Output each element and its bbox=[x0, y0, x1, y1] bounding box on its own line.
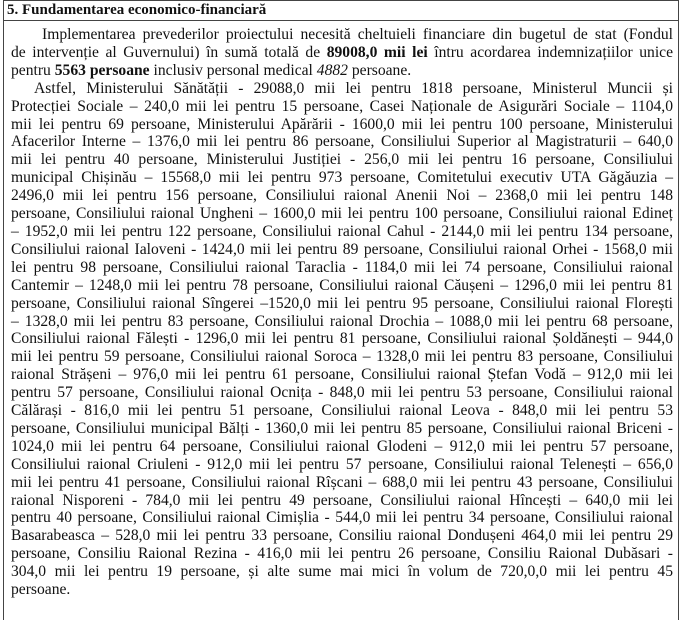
text-line bbox=[11, 133, 673, 151]
text-segment: – 1952,0 mii lei pentru 122 persoane, Consiliului raional Cahul - 2144,0 mii lei pentru 134 persoane, bbox=[11, 222, 673, 240]
text-line bbox=[11, 366, 673, 384]
text-line bbox=[11, 80, 673, 98]
text-segment: de intervenție al Guvernului) în sumă totală de bbox=[11, 43, 327, 61]
text-line bbox=[11, 26, 673, 44]
text-segment: mii lei pentru 59 persoane, Consiliului raional Soroca – 1328,0 mii lei pentru 83 persoane, Consiliului bbox=[11, 348, 673, 366]
text-segment: pentru 57 persoane, Consiliului raional Ocnița - 848,0 mii lei pentru 53 persoane, Consiliului raional bbox=[11, 384, 673, 402]
text-segment: întru acordarea indemnizațiilor unice bbox=[427, 43, 673, 61]
text-segment: 304,0 mii lei pentru 19 persoane, și alte sume mai mici în volum de 720,0,0 mii lei pentru 45 bbox=[11, 563, 673, 581]
text-line bbox=[11, 474, 673, 492]
text-line bbox=[11, 44, 673, 62]
section-title: 5. Fundamentarea economico-financiară bbox=[4, 0, 678, 21]
section-body bbox=[4, 21, 678, 599]
text-segment: Implementarea prevederilor proiectului necesită cheltuieli financiare din bugetul de stat (Fondul bbox=[42, 26, 673, 43]
text-line bbox=[11, 151, 673, 169]
text-line bbox=[11, 348, 673, 366]
text-segment: persoane, Consiliului raional Sîngerei –1520,0 mii lei pentru 95 persoane, Consiliului raional Florești bbox=[11, 294, 673, 312]
text-line bbox=[11, 420, 673, 438]
text-segment: raional Strășeni – 976,0 mii lei pentru 61 persoane, Consiliului raional Ștefan Vodă – 912,0 mii lei bbox=[11, 366, 673, 384]
text-segment: 1024,0 mii lei pentru 64 persoane, Consiliului raional Glodeni – 912,0 mii lei pentru 57 persoane, bbox=[11, 437, 673, 455]
text-line bbox=[11, 259, 673, 277]
text-segment: mii lei pentru 40 persoane, Ministerului Justiției - 256,0 mii lei pentru 16 persoane, Consiliului bbox=[11, 151, 673, 169]
text-segment: Protecției Sociale – 240,0 mii lei pentru 15 persoane, Casei Naționale de Asigurări Sociale – 1104,0 bbox=[11, 97, 673, 115]
text-line bbox=[11, 223, 673, 241]
text-segment: lei pentru 98 persoane, Consiliului raional Taraclia - 1184,0 mii lei 74 persoane, Consiliului raional bbox=[11, 258, 673, 276]
text-line bbox=[11, 527, 673, 545]
bold-text: 5563 persoane bbox=[54, 61, 150, 79]
text-segment: Afacerilor Interne – 1376,0 mii lei pentru 86 persoane, Consiliului Superior al Magistraturii – 640,0 bbox=[11, 133, 673, 151]
text-segment: mii lei pentru 41 persoane, Consiliului raional Rîșcani – 688,0 mii lei pentru 43 persoane, Consiliului bbox=[11, 473, 673, 491]
text-line bbox=[11, 116, 673, 134]
text-line bbox=[11, 384, 673, 402]
text-segment: Călărași - 816,0 mii lei pentru 51 persoane, Consiliului raional Leova - 848,0 mii lei pentru 53 bbox=[11, 402, 673, 420]
text-segment: Cantemir – 1248,0 mii lei pentru 78 persoane, Consiliului raional Căușeni – 1296,0 mii lei pentru 81 bbox=[11, 276, 673, 294]
text-segment: inclusiv personal medical bbox=[149, 61, 317, 79]
text-segment: persoane, Consiliu Raional Rezina - 416,0 mii lei pentru 26 persoane, Consiliu Raional Dubăsari - bbox=[11, 545, 673, 563]
text-segment: persoane. bbox=[347, 61, 412, 79]
text-line bbox=[11, 330, 673, 348]
text-segment: Astfel, Ministerului Sănătății - 29088,0 mii lei pentru 1818 persoane, Ministerul Muncii și bbox=[34, 79, 673, 97]
document-section bbox=[3, 0, 679, 620]
paragraph bbox=[11, 26, 673, 80]
text-segment: Basarabeasca – 528,0 mii lei pentru 33 persoane, Consiliu raional Dondușeni 464,0 mii lei pentru 29 bbox=[11, 527, 673, 545]
paragraph bbox=[11, 80, 673, 599]
text-segment: Consiliului raional Fălești - 1296,0 mii lei pentru 81 persoane, Consiliului raional Șoldănești – 944,0 bbox=[11, 330, 673, 348]
text-segment: Consiliului raional Ialoveni - 1424,0 mii lei pentru 89 persoane, Consiliului raional Orhei - 1568,0 mii bbox=[11, 240, 673, 258]
text-segment: raional Nisporeni - 784,0 mii lei pentru 49 persoane, Consiliului raional Hîncești – 640,0 mii lei bbox=[11, 491, 673, 509]
text-line bbox=[11, 313, 673, 331]
text-line bbox=[11, 402, 673, 420]
text-line bbox=[11, 438, 673, 456]
text-segment: Consiliului raional Criuleni - 912,0 mii lei pentru 57 persoane, Consiliului raional Telenești – 656,0 bbox=[11, 455, 673, 473]
text-line bbox=[11, 492, 673, 510]
text-line bbox=[11, 295, 673, 313]
italic-text: 4882 bbox=[316, 61, 348, 79]
text-segment: pentru 40 persoane, Consiliului raional Cimișlia - 544,0 mii lei pentru 34 persoane, Consiliului raional bbox=[11, 509, 673, 527]
text-line bbox=[11, 277, 673, 295]
text-line bbox=[11, 509, 673, 527]
text-segment: – 1328,0 mii lei pentru 83 persoane, Consiliului raional Drochia – 1088,0 mii lei pentru 68 persoane, bbox=[11, 312, 673, 330]
text-line bbox=[11, 545, 673, 563]
text-line bbox=[11, 205, 673, 223]
text-line bbox=[11, 62, 673, 80]
text-line bbox=[11, 169, 673, 187]
text-segment: mii lei pentru 69 persoane, Ministerului Apărării - 1600,0 mii lei pentru 100 persoane, Ministerului bbox=[11, 115, 673, 133]
text-line bbox=[11, 456, 673, 474]
text-segment: 2496,0 mii lei pentru 156 persoane, Consiliului raional Anenii Noi – 2368,0 mii lei pentru 148 bbox=[11, 187, 673, 205]
text-segment: municipal Chișinău – 15568,0 mii lei pentru 973 persoane, Comitetului executiv UTA Găgăuzia – bbox=[11, 169, 673, 187]
text-line bbox=[11, 563, 673, 581]
text-segment: persoane, Consiliului raional Ungheni – 1600,0 mii lei pentru 100 persoane, Consiliului raional Edineț bbox=[11, 205, 673, 223]
text-line bbox=[11, 98, 673, 116]
text-line bbox=[11, 241, 673, 259]
text-line bbox=[11, 187, 673, 205]
text-segment: persoane, Consiliului municipal Bălți - 1360,0 mii lei pentru 85 persoane, Consiliului raional Briceni - bbox=[11, 419, 673, 437]
bold-text: 89008,0 mii lei bbox=[326, 43, 428, 61]
text-segment: pentru bbox=[11, 61, 55, 79]
text-segment: persoane. bbox=[11, 581, 71, 599]
text-line bbox=[11, 581, 673, 599]
